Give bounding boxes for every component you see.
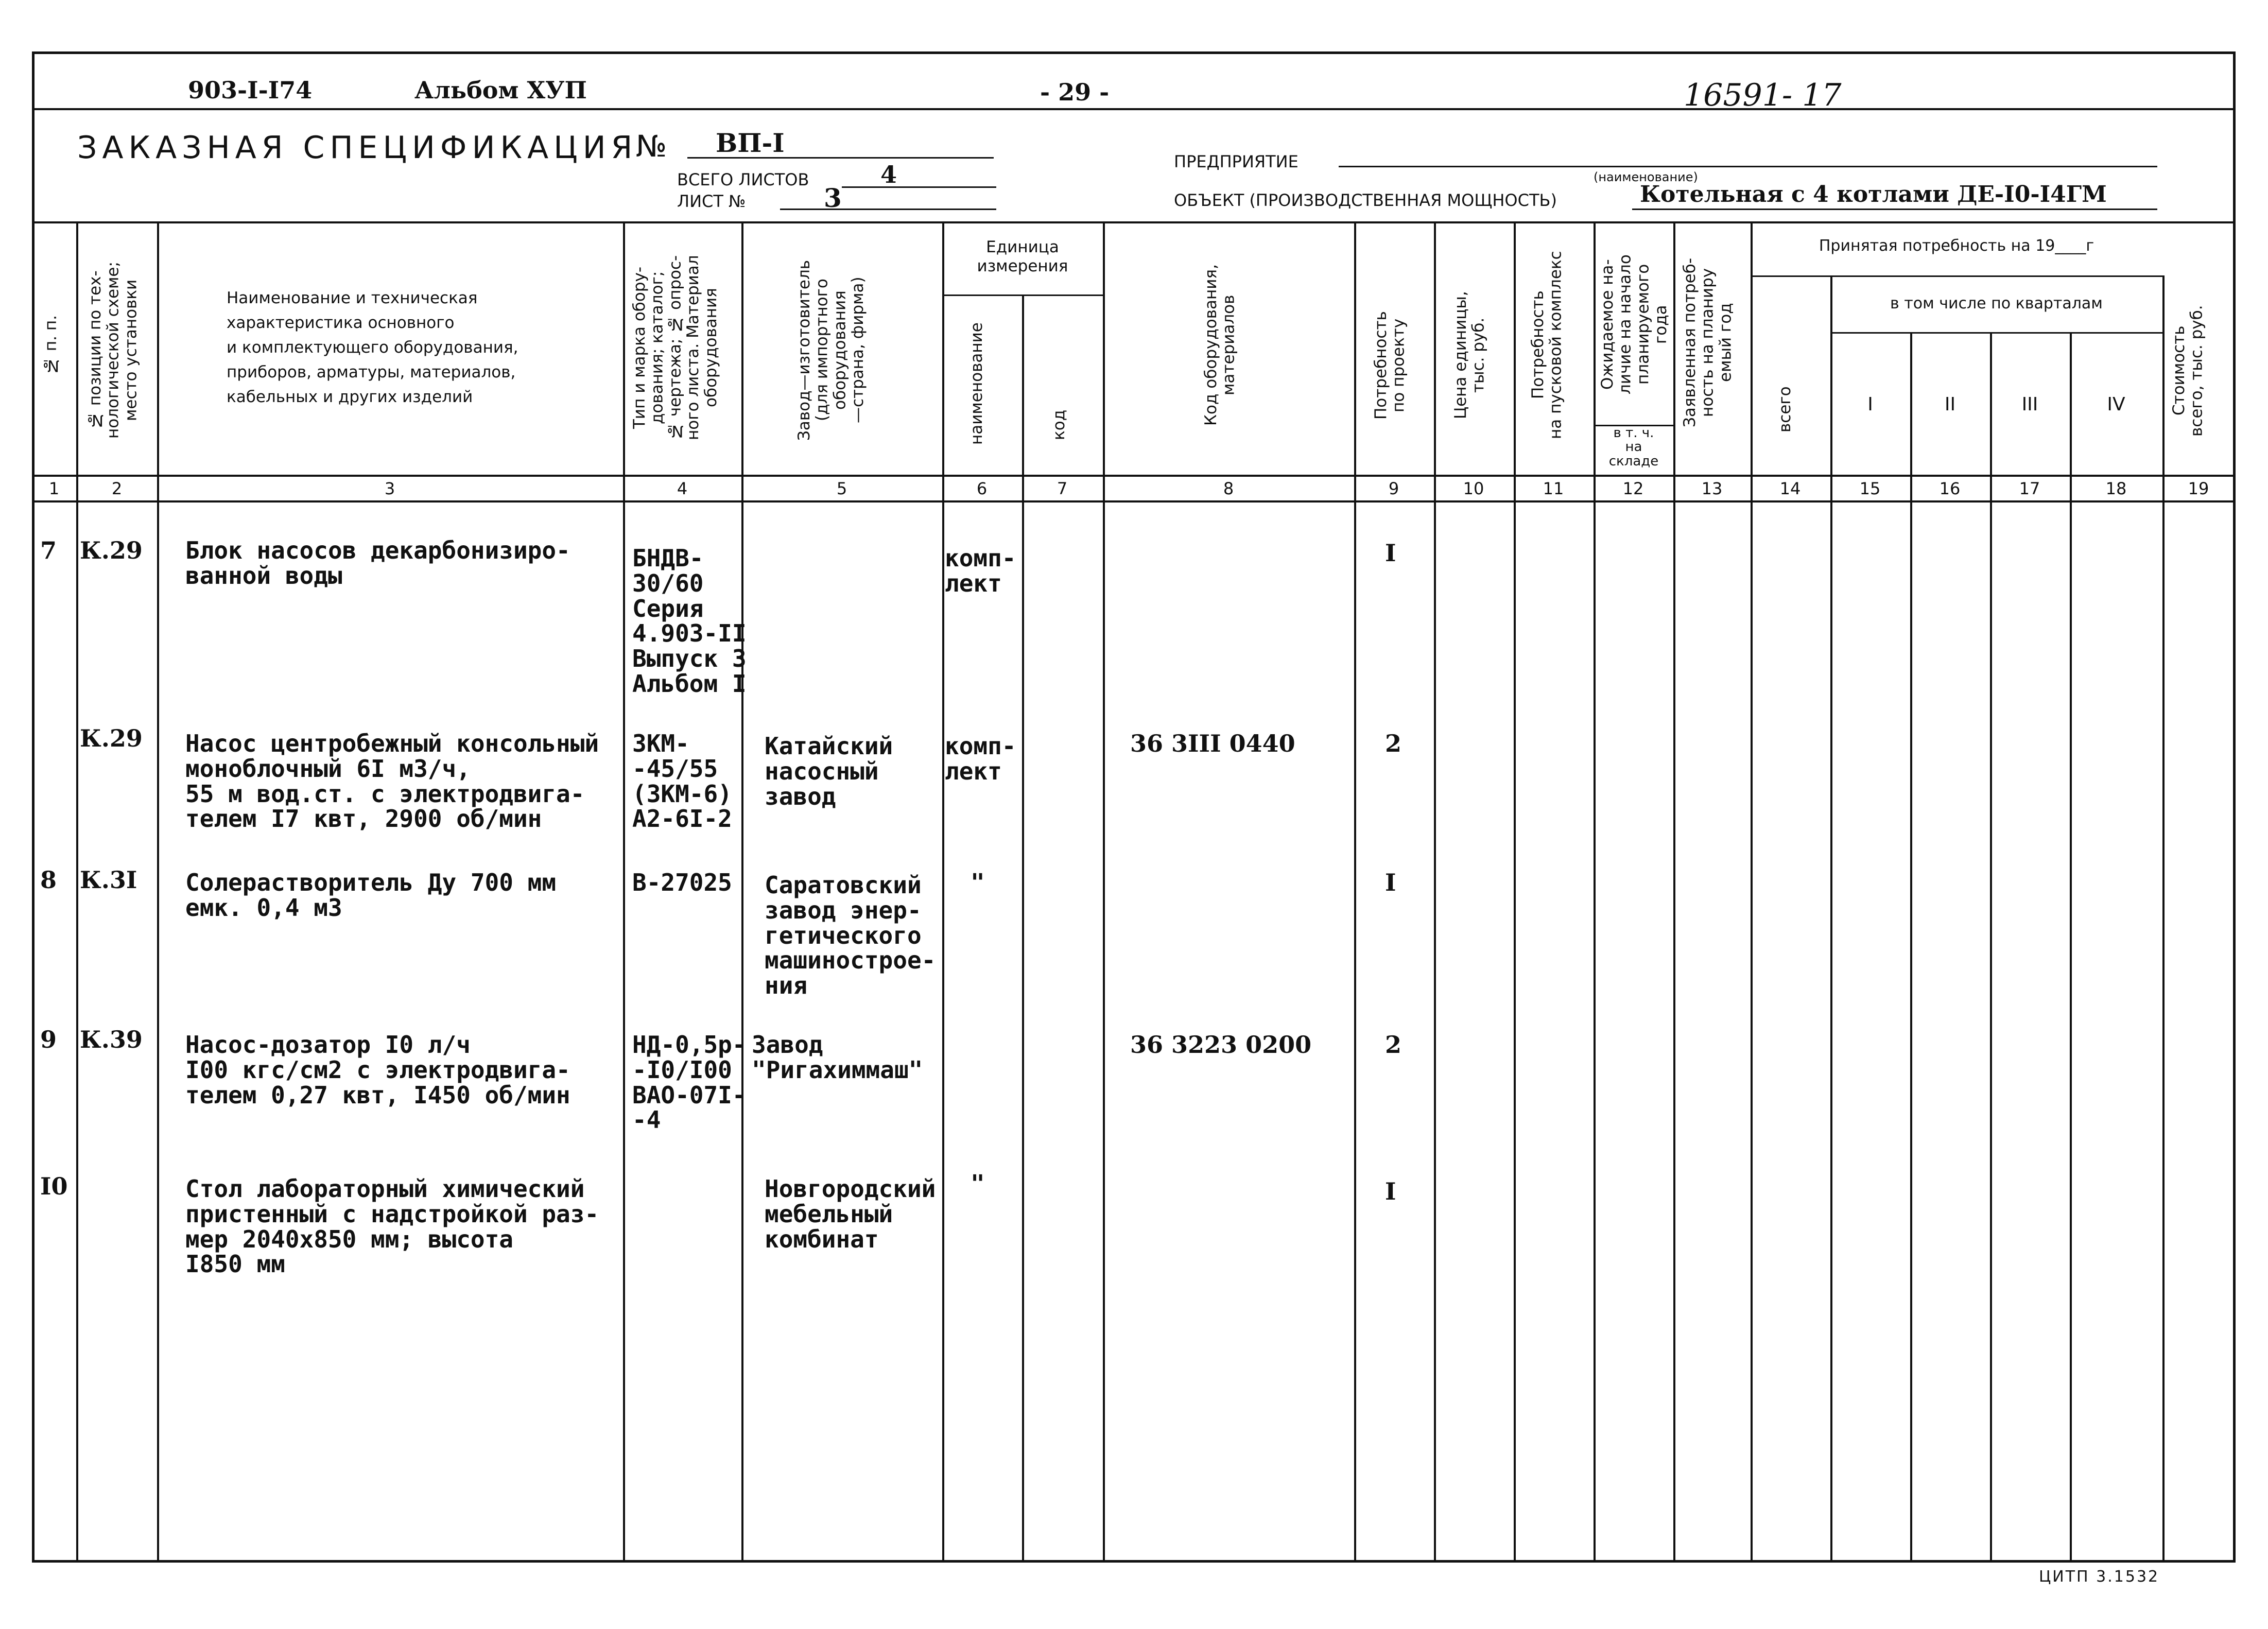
naming-note: (наименование) bbox=[1594, 170, 1698, 184]
row-position: К.3I bbox=[80, 866, 137, 894]
row-number: I0 bbox=[40, 1172, 68, 1200]
header-c7: код bbox=[1050, 409, 1068, 440]
col-line bbox=[157, 221, 159, 1563]
row-qty: I bbox=[1385, 1177, 1396, 1205]
colnum: 18 bbox=[2105, 479, 2127, 498]
row-number: 8 bbox=[40, 866, 57, 894]
col-line bbox=[1594, 221, 1596, 1563]
colnum: 3 bbox=[384, 479, 395, 498]
row-qty: 2 bbox=[1385, 730, 1402, 757]
colnum: 19 bbox=[2188, 479, 2209, 498]
colnum: 11 bbox=[1543, 479, 1564, 498]
divider bbox=[32, 108, 2236, 110]
header-q2: II bbox=[1944, 394, 1956, 415]
header-bottom-line bbox=[32, 475, 2236, 477]
header-q1: I bbox=[1867, 394, 1873, 415]
object-value: Котельная с 4 котлами ДЕ-I0-I4ГМ bbox=[1640, 181, 2107, 207]
header-c4: Тип и марка обору- дования; каталог; № чертежа; № опрос- ного листа. Материал оборудования bbox=[630, 255, 720, 440]
colnum-bottom-line bbox=[32, 500, 2236, 502]
row-name: Блок насосов декарбонизиро- ванной воды bbox=[185, 536, 570, 590]
page-title: ЗАКАЗНАЯ СПЕЦИФИКАЦИЯ bbox=[77, 130, 638, 166]
colnum: 16 bbox=[1939, 479, 1961, 498]
row-type: БНДВ- 30/60 Серия 4.903-II Выпуск 3 Альбом I bbox=[632, 544, 747, 698]
header-c19: Стоимость всего, тыс. руб. bbox=[2170, 305, 2206, 437]
colnum: 13 bbox=[1701, 479, 1723, 498]
row-name: Насос центробежный консольный моноблочный 6I м3/ч, 55 м вод.ст. с электродвига- телем I7 квт, 2900 об/мин bbox=[185, 730, 599, 833]
col-line bbox=[2070, 332, 2072, 1563]
row-name: Стол лабораторный химический пристенный с надстройкой раз- мер 2040х850 мм; высота I850 мм bbox=[185, 1175, 599, 1278]
colnum: 12 bbox=[1622, 479, 1644, 498]
row-qty: I bbox=[1385, 869, 1396, 896]
sheets-total-underline bbox=[842, 186, 996, 188]
header-c13: Заявленная потреб- ность на планиру емый год bbox=[1681, 257, 1735, 427]
header-c9: Потребность по проекту bbox=[1372, 311, 1408, 420]
row-number: 7 bbox=[40, 536, 57, 564]
accepted-split-line bbox=[1751, 275, 2162, 277]
row-plant: Катайский насосный завод bbox=[765, 732, 893, 810]
colnum: 14 bbox=[1779, 479, 1801, 498]
header-c3: Наименование и техническая характеристика основного и комплектующего оборудования, приборов, арматуры, материалов, кабельных и других изделий bbox=[227, 289, 518, 407]
col-line bbox=[1022, 294, 1024, 1563]
header-c10: Цена единицы, тыс. руб. bbox=[1451, 291, 1488, 420]
colnum: 5 bbox=[836, 479, 847, 498]
header-c12: Ожидаемое на- личие на начало планируемого года bbox=[1598, 254, 1671, 394]
header-top-line bbox=[32, 221, 2236, 223]
row-number: 9 bbox=[40, 1026, 57, 1053]
col-line bbox=[741, 221, 743, 1563]
handwritten-number: 16591- 17 bbox=[1684, 77, 1842, 113]
number-label: № bbox=[636, 129, 667, 164]
header-quarters: в том числе по кварталам bbox=[1890, 294, 2103, 313]
header-c8: Код оборудования, материалов bbox=[1202, 264, 1238, 426]
col-line bbox=[1514, 221, 1516, 1563]
col-line bbox=[1830, 275, 1832, 1563]
page-number: - 29 - bbox=[1040, 78, 1110, 106]
colnum: 10 bbox=[1463, 479, 1484, 498]
colnum: 4 bbox=[677, 479, 688, 498]
sheet-number: 3 bbox=[824, 183, 842, 213]
row-position: К.29 bbox=[80, 536, 143, 564]
header-c14: всего bbox=[1776, 386, 1794, 432]
colnum: 1 bbox=[48, 479, 60, 498]
header-c12b: в т. ч. на складе bbox=[1608, 425, 1659, 469]
col-line bbox=[1910, 332, 1912, 1563]
project-code: 903-I-I74 bbox=[188, 76, 313, 104]
enterprise-underline bbox=[1339, 166, 2157, 167]
row-name: Насос-дозатор I0 л/ч I00 кгс/см2 с электродвига- телем 0,27 квт, I450 об/мин bbox=[185, 1031, 570, 1109]
col-line bbox=[942, 221, 944, 1563]
sheet-underline bbox=[780, 209, 996, 210]
row-plant: Новгородский мебельный комбинат bbox=[765, 1175, 936, 1253]
row-position: К.39 bbox=[80, 1026, 143, 1053]
col-line bbox=[2162, 275, 2165, 1563]
row-unit: комп- лект bbox=[945, 544, 1016, 597]
quarters-split-line bbox=[1830, 332, 2162, 334]
col-line bbox=[1103, 221, 1105, 1563]
sheets-total: 4 bbox=[880, 161, 897, 188]
header-q4: IV bbox=[2107, 394, 2125, 415]
row-qty: 2 bbox=[1385, 1031, 1402, 1059]
col-line bbox=[1990, 332, 1992, 1563]
row-type: НД-0,5р- -I0/I00 ВАО-07I- -4 bbox=[632, 1031, 747, 1134]
row-plant: Завод "Ригахиммаш" bbox=[752, 1031, 923, 1084]
col-line bbox=[623, 221, 625, 1563]
colnum: 6 bbox=[976, 479, 988, 498]
row-qty: I bbox=[1385, 539, 1396, 567]
row-unit: " bbox=[971, 869, 985, 896]
col-line bbox=[1673, 221, 1675, 1563]
header-q3: III bbox=[2021, 394, 2038, 415]
row-name: Солерастворитель Ду 700 мм емк. 0,4 м3 bbox=[185, 869, 557, 922]
col-line bbox=[76, 221, 78, 1563]
colnum: 8 bbox=[1223, 479, 1234, 498]
row-code: 36 3223 0200 bbox=[1130, 1031, 1312, 1059]
enterprise-label: ПРЕДПРИЯТИЕ bbox=[1174, 152, 1299, 171]
colnum: 7 bbox=[1057, 479, 1068, 498]
colnum: 9 bbox=[1388, 479, 1399, 498]
header-unit: Единица измерения bbox=[977, 238, 1068, 276]
col-line bbox=[1354, 221, 1356, 1563]
sheets-total-label: ВСЕГО ЛИСТОВ bbox=[677, 170, 809, 189]
album-label: Альбом XУП bbox=[414, 76, 587, 104]
row-position: К.29 bbox=[80, 724, 143, 752]
header-c1: № п. п. bbox=[42, 315, 60, 375]
row-type: ЗКМ- -45/55 (ЗКМ-6) А2-6I-2 bbox=[632, 730, 732, 833]
footer-stamp: ЦИТП 3.1532 bbox=[2039, 1568, 2160, 1586]
header-c11: Потребность на пусковой комплекс bbox=[1529, 251, 1565, 439]
row-code: 36 3III 0440 bbox=[1130, 730, 1295, 757]
header-c5: Завод—изготовитель (для импортного оборудования —страна, фирма) bbox=[795, 259, 868, 441]
sheet-label: ЛИСТ № bbox=[677, 192, 746, 211]
colnum: 15 bbox=[1859, 479, 1881, 498]
spec-number: ВП-I bbox=[716, 128, 785, 158]
object-label: ОБЪЕКТ (ПРОИЗВОДСТВЕННАЯ МОЩНОСТЬ) bbox=[1174, 190, 1557, 210]
col-line bbox=[1434, 221, 1436, 1563]
colnum: 17 bbox=[2019, 479, 2040, 498]
row-plant: Саратовский завод энер- гетического машинострое- ния bbox=[765, 871, 936, 999]
row-unit: " bbox=[971, 1170, 985, 1198]
row-unit: комп- лект bbox=[945, 732, 1016, 785]
row-type: В-27025 bbox=[632, 869, 732, 896]
colnum: 2 bbox=[111, 479, 123, 498]
object-underline bbox=[1632, 209, 2157, 210]
header-c2: № позиции по тех- нологической схеме; место установки bbox=[86, 262, 141, 439]
col-line bbox=[1751, 221, 1753, 1563]
header-accepted: Принятая потребность на 19____г bbox=[1819, 237, 2094, 255]
header-c6: наименование bbox=[967, 322, 986, 445]
